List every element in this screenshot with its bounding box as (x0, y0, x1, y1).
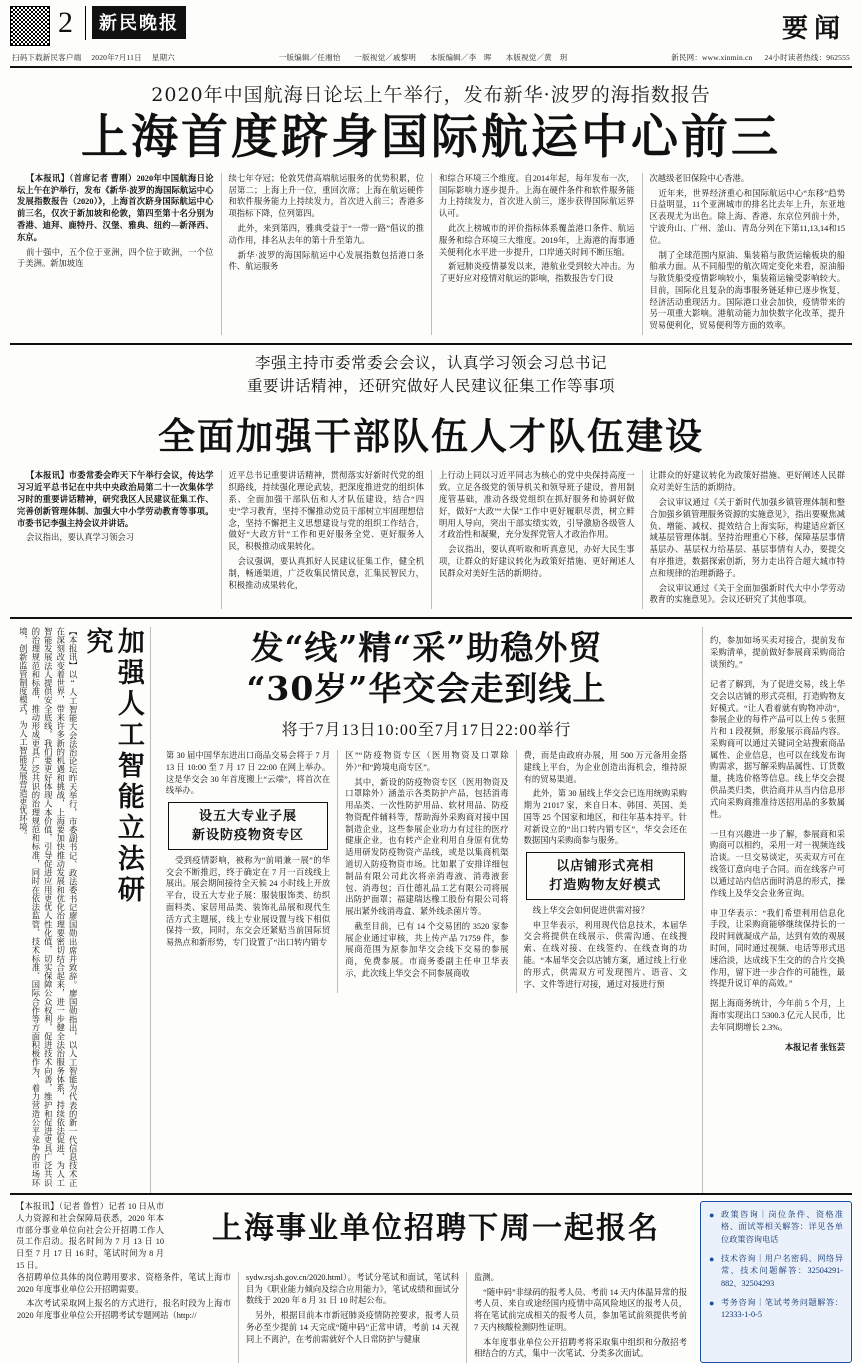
lead-column-4 (642, 173, 853, 335)
paragraph: 本次考试采取网上报名的方式进行，报名时段为上海市 2020 年度事业单位公开招聘考试专题网站（http:// (17, 1299, 231, 1321)
second-body (10, 470, 852, 609)
lead-column-2 (221, 173, 432, 335)
recruitment-article (10, 1195, 852, 1363)
paper-name: 新民晚报 (92, 6, 186, 39)
trade-headline-line-1: 发“线”精“采”助稳外贸 (250, 628, 603, 668)
article-signature: 本报记者 张钰芸 (784, 1043, 845, 1053)
paragraph: 会议审议通过《关于全面加强新时代大中小学劳动教育的实施意见》。会议还研究了其他事项。 (649, 583, 845, 605)
weekday: 星期六 (151, 53, 175, 62)
subhead-box-2 (526, 852, 685, 900)
paragraph: 监测。 (474, 1272, 499, 1282)
subhead-box-2-line-2: 打造购物友好模式 (549, 877, 662, 893)
paragraph: 申卫华表示：“我们希望利用信息化手段，让采购商能够继续保持长的一段时间就凝成产品，达到有效的观展时间，同时通过视频、电话等形式迅速洽淡，达成线下生交的的合片交换作用，留下进一步合作的可能性，最终提升说订单的高效。” (710, 908, 845, 989)
second-headline: 全面加强干部队伍人才队伍建设 (158, 414, 704, 459)
trade-column-2 (337, 750, 515, 993)
paragraph: 新华·波罗的海国际航运中心发展指数包括港口条件、航运服务 (228, 250, 424, 272)
recruitment-column-3 (466, 1272, 694, 1363)
paragraph: 此外，第 30 届线上华交会已连用统购采购期为 21017 家，来自日本、韩国、英国、美国等 25 个国家和地区，和往年基本持平。针对新设立的“出口转内销专区”，华交会还在数据国内采购商参与服务。 (523, 789, 687, 846)
masthead (10, 6, 852, 48)
paragraph: 区”“防疫物资专区（医用物资及口罩除外）”和“跨境电商专区”。 (345, 750, 509, 772)
paragraph: 第 30 届中国华东进出口商品交易会将于 7 月 13 日 10:00 至 7 月 17 日 22:00 在网上举办。这是华交会 30 年首度搬上“云端”，将首次在线举办。 (165, 750, 331, 796)
trade-headline-line-2: “30岁”华交会走到线上 (246, 669, 607, 708)
vertical-headline: 加强人工智能立法研究 (81, 627, 144, 907)
recruitment-column-1 (10, 1272, 238, 1363)
trade-fair-article (151, 627, 702, 1193)
paragraph: 续七年夺冠；伦敦凭借高端航运服务的优势积累，位居第二；上海上升一位，重回次席；上海在航运硬件和软件服务能力上持续发力，首次进入前三；香港多项指标下降，位列第四。 (228, 173, 424, 219)
vertical-article (10, 627, 151, 1193)
second-column-1 (10, 470, 221, 609)
paragraph: 据上海商务统计，今年前 5 个月，上海市实现出口 5300.3 亿元人民币，比去年同期增长 2.3%。 (710, 999, 845, 1032)
paragraph: 截至目前，已有 14 个交易团的 3520 家参展企业通过审核，共上传产品 71759 件，参展商范围为原参加华交会线下交易的参展商，免费参展。市商务委副主任申卫华表示，此次线上华交会不同参展商收 (345, 921, 509, 978)
bullet-icon: ● (709, 1210, 715, 1221)
subhead-box-1-line-1: 设五大专业子展 (199, 808, 298, 824)
paragraph: 新冠肺炎疫情暴发以来，港航业受到较大冲击。为了更好应对疫情对航运的影响，指数报告专门设 (439, 262, 635, 284)
info-row (709, 1209, 843, 1246)
divider (85, 6, 86, 40)
hotline: 24小时读者热线：962555 (764, 53, 850, 62)
paragraph: 线上华交会如何促进供需对接？ (532, 905, 649, 915)
paragraph: 约，参加如场买卖对接合，提前发布采购清单，提前做好参展商采购商洽谈预约。” (710, 636, 845, 669)
paragraph: 另外，根据目前本市新冠肺炎疫情防控要求，报考人员务必至少提前 14 天完成“随申码”正常申请，考前 14 天视同上不离沪，在考前需就好个人日常防护与健康 (246, 1311, 459, 1344)
trade-subhead: 将于7月13日10:00至7月17日22:00举行 (281, 721, 572, 739)
page-editor: 本版编辑／李 晖 (430, 53, 492, 62)
second-subhead-line-1: 李强主持市委常委会会议，认真学习领会习总书记 (254, 354, 607, 372)
bullet-icon: ● (709, 1297, 715, 1308)
paragraph: 近平总书记重要讲话精神，贯彻落实好新时代党的组织路线，持续强化理论武装，把深度推进党的组织体系、全面加强干部队伍和人才队伍建设，结合“四史”学习教育，坚持不懈推动党员干部树立牢固理想信念，坚持不懈把主义思想建设与党的组织工作结合，做好“大政方针”工作和更好服务全党、更好服务人民，积极推动成果转化。 (228, 471, 424, 552)
recruitment-body (10, 1272, 694, 1363)
trade-body (159, 750, 694, 993)
paragraph: 次越级老旧保险中心香港。 (649, 173, 750, 183)
paragraph: 此次上榜城市的评价指标体系覆盖港口条件、航运服务和综合环境三大维度。2019年，上海港的海事通关便利化水平进一步提升，口岸通关时间不断压缩。 (439, 223, 635, 257)
second-article (10, 345, 852, 619)
subhead-box-1 (168, 802, 328, 850)
info-text: 技术咨询｜用户名密码、网络异常、技术问题解答：32504291-882、32504293 (721, 1253, 843, 1288)
paragraph: 受到疫情影响，被称为“前哨兼一展”的华交会不断推迟，终于确定在 7 月一百线线上展出。展会期间接待全天候 24 小时线上开放平台，设五大专业子展：服装服饰类、纺织面料类、家居用品类、装饰礼品展和现代生活方式主题展，线上专业展设置与线下相似保持一致，同时，东交会还紧贴当前国际贸易热点和新形势，专门设置了“出口转内销专 (165, 855, 331, 948)
info-row (709, 1297, 843, 1322)
front-editor: 一版编辑／任湘怡 (278, 53, 341, 62)
recruitment-byline: 【本报讯】（记者 鲁哲）记者 10 日从市人力资源和社会保障局获悉，2020 年本市部分事业单位向社会公开招聘工作人员工作启动。报名时间为 7 月 13 日 10 日至 7 月 17 日 16 时，笔试时间为 8 月 15 日。 (16, 1202, 164, 1270)
paragraph: 让群众的好建议转化为政策好措施、更好阐述人民群众对美好生活的新期待。 (649, 471, 845, 493)
paragraph: 本年度事业单位公开招聘考将采取集中组织和分散招考相结合的方式，集中一次笔试、分类多次面试。 (474, 1337, 687, 1359)
second-column-2 (221, 470, 432, 609)
info-row (709, 1253, 843, 1290)
qr-code-icon[interactable] (10, 6, 50, 46)
section-title: 要闻 (781, 14, 846, 43)
paragraph: 费，而是由政府办展，用 500 万元备用金搭建线上平台，为企业创造出海机会，维持原有的贸易渠道。 (523, 750, 687, 784)
paragraph: sydw.rsj.sh.gov.cn/2020.html）。考试分笔试和面试，笔试科目为《职业能力倾向及综合应用能力》，笔试成绩和面试分数线于 2020 年 8 月 31 日 10 时起公布。 (246, 1272, 459, 1306)
vertical-body: 【本报讯】以“人工智能大会法治论坛昨天举行，市委副书记、政法委书记廖国勋出席并致辞。廖国勋指出，以人工智能为代表的新一代信息技术正在深刻改变着世界，带来许多新的机遇和挑战，上海要加快推动发展和优化治理要密切结合起来，进一步健全法治服务体系，持续依法促进、为人工智能发展法人提供安全底线，我们要更好体现人本价值，引导促进应用更优人性化值，切实保障公众权利，促进技术向善，维护和促进更具广泛共识的治理规范和标准，推动形成更具广泛共识的治理规范和标准，同时在依法监管、技术标准、国际合作等方面积极作为，着力营造公平竞争的市场环境，创新监管制度模式，为人工智能发展营造更优环境。 (18, 627, 78, 1188)
info-text: 考务咨询｜笔试考务问题解答：12333-1-0-5 (721, 1297, 843, 1320)
paragraph: 会议审议通过《关于新时代加强乡镇管理体制和整合加强乡镇管理服务资源的实施意见》，指出要聚焦减负、增能、减权、提效结合上海实际，构建适应新区域基层管理体制。坚持治理重心下移，保障基层事情基层办、基层权力给基层、基层事情有人办，要提交有序推进，数据探索创新，努力走出符合超大城市特点和规律的治理新路子。 (649, 498, 845, 578)
middle-block (10, 619, 852, 1195)
second-subhead-line-2: 重要讲话精神，还研究做好人民建议征集工作等事项 (246, 378, 615, 396)
contact-info-box (700, 1201, 852, 1363)
paragraph: 会议指出，要认真学习领会习 (26, 533, 134, 543)
trade-column-4 (702, 627, 852, 1193)
paragraph: 会议强调，要认真抓好人民建议征集工作，健全机制，畅通渠道，广泛收集民情民意，汇集民智民力，积极推动成果转化， (228, 556, 424, 590)
info-bar (10, 50, 852, 68)
paragraph: 申卫华表示，利用现代信息技术，本届华交会将提供在线展示、供需沟通、在线搜索、在线对接、在线签约、在线查询的功能。“本届华交会以店铺方案，通过线上行业的形式，供需双方可发现图片、语音、文字、文件等进行对接，通过对接进行预 (523, 920, 687, 989)
paragraph: 会议指出，要认真听取和听真意见，办好大民生事项，让群众的好建议转化为政策好措施、更好阐述人民群众对美好生活的新期待。 (439, 545, 635, 578)
lead-headline: 上海首度跻身国际航运中心前三 (81, 110, 781, 165)
recruitment-column-2 (238, 1272, 466, 1363)
page-visual: 本版视觉／黄 玥 (505, 53, 568, 62)
lead-column-3 (431, 173, 642, 335)
paragraph: 记者了解到，为了促进交易，线上华交会以店铺的形式亮相，打造购物友好模式。“让人看着就有购物冲动”，参展企业的每件产品可以上传 5 张照片和 1 段视频，形象展示商品内容。采购商可以通过关键词全站搜索商品属性、企业信息，也可以在线发布询购需求，据写解采购品属性、订货数量，挑选价格等信息。线上华交会提供品类归类，供洽商并从当内信息形式向采购商推准待送招用品的多数属性。 (710, 680, 845, 819)
subhead-box-1-line-2: 新设防疫物资专区 (192, 826, 305, 842)
website[interactable]: 新民网：www.xinmin.cn (671, 53, 753, 62)
paragraph: 近年来，世界经济重心和国际航运中心“东移”趋势日益明显，11个亚洲城市的排名比去年上升，东亚地区表现尤为出色。除上海、香港、东京位列前十外，宁波舟山、广州、釜山、青岛分列在下第11,13,14和15位。 (649, 188, 845, 245)
paragraph: 一旦有兴趣进一步了解，参展商和采购商可以相约，采用一对一视频连线洽谈。一旦交易谈定，买卖双方可在线签订意向电子合同。而在线客户可以通过站内信店面时消息的形式，操作线上及华交会业务宣询。 (710, 829, 845, 898)
subhead-box-2-line-1: 以店铺形式亮相 (556, 858, 655, 874)
paragraph: 【本报讯】（首席记者 曹刚）2020年中国航海日论坛上午在沪举行，发布《新华·波罗的海国际航运中心发展指数报告（2020）》，上海首次跻身国际航运中心前三名，仅次于新加坡和伦敦，第四至第十名分别为香港、迪拜、鹿特丹、汉堡、雅典、纽约—新泽西、东京。 (17, 173, 214, 242)
info-text: 政策咨询｜岗位条件、资格准格、面试等相关解答：详见各单位政策咨询电话 (721, 1210, 843, 1244)
recruitment-headline: 上海事业单位招聘下周一起报名 (212, 1211, 660, 1247)
paragraph: “随申码”非绿码的报考人员、考前 14 天内体温异常的报考人员、来自或途经国内疫情中高风险地区的报考人员，将在笔试前完成相关的报考人员，参加笔试前须提供考前 7 天内核酸检测阴性证明。 (474, 1287, 687, 1332)
trade-column-3 (516, 750, 694, 993)
front-visual: 一版视觉／戚黎明 (354, 53, 417, 62)
lead-body (10, 173, 852, 335)
paragraph: 制了全球范围内原油、集装箱与散货运输板块的船舶承力面。从不同船型的航次周定变化来看，原油船与散货船受疫情影响较小，集装箱运输受影响较大。目前，国际化且复杂的海事服务链延伸已逐步恢复，经济活动重现活力。国际港口业会加快，疫情带来的另一项重大影响。港航动能力加快数字化改革，提升贸易便利化，贸易便利等方面的效率。 (649, 250, 845, 331)
paragraph: 【本报讯】市委常委会昨天下午举行会议，传达学习习近平总书记在中共中央政治局第二十一次集体学习时的重要讲话精神，研究我区人民建议征集工作、完善创新管理体制、加强大中小学劳动教育等事项。市委书记李强主持会议并讲话。 (17, 471, 214, 528)
qr-caption: 扫码下载新民客户端 (12, 53, 82, 62)
paragraph: 各招聘单位具体的岗位聘用要求、资格条件，笔试上海市 2020 年度事业单位公开招聘需要。 (17, 1272, 231, 1294)
paragraph: 上行动上同以习近平同志为核心的党中央保持高度一致。立足各级党的领导机关和领导班子建设，普用制度管基础，准动各级党组织在抓好服务和协调好做好，做好“大政”“大保”工作中更好履职尽责，树立鲜明用人导向，突出干部实绩实效，引导激励各级管人才政治性和凝聚，充分发挥党管人才政治作用。 (439, 471, 635, 540)
paragraph: 此外，来到第四，雅典受益于“一带一路”倡议的推动作用，排名从去年的第十升至第九。 (228, 223, 424, 245)
trade-column-1 (159, 750, 337, 993)
paragraph: 和综合环境三个维度。自2014年起，每年发布一次，国际影响力逐步提升。上海在硬件条件和软件服务能力上持续发力，首次进入前三，逐步获得国际航运界认可。 (439, 173, 635, 219)
paragraph: 其中，新设的防疫物资专区（医用物资及口罩除外）涵盖示各类防护产品，包括消毒用品类、一次性防护用品、软材用品、防疫物资配件辅料等，帮助海外采购商对接中国制造企业，这些参展企业功力有过往的医疗健康企业，也有转产企业利用自身原有优势适用研发防疫物资产品线，或是以集商机渠道切入防疫物资市场。比如累了安排详细包制品有限公司此次将亲消毒液、消毒液套包、消毒包；百仕德礼品工艺有限公司将展出防护面罩；福建瑞达橡工股份有限公司将展出紧外线消毒盒、紧外线杀菌片等。 (345, 777, 509, 917)
second-column-4 (642, 470, 853, 609)
second-column-3 (431, 470, 642, 609)
bullet-icon: ● (709, 1253, 715, 1264)
publish-date: 2020年7月11日 (91, 53, 142, 62)
page-number: 2 (58, 6, 73, 39)
lead-column-1 (10, 173, 221, 335)
recruitment-main (10, 1201, 694, 1363)
paragraph: 前十强中，五个位于亚洲，四个位于欧洲，一个位于美洲。新加坡连 (17, 247, 214, 269)
lead-article (10, 68, 852, 345)
lead-kicker: 2020年中国航海日论坛上午举行，发布新华·波罗的海指数报告 (151, 84, 711, 106)
